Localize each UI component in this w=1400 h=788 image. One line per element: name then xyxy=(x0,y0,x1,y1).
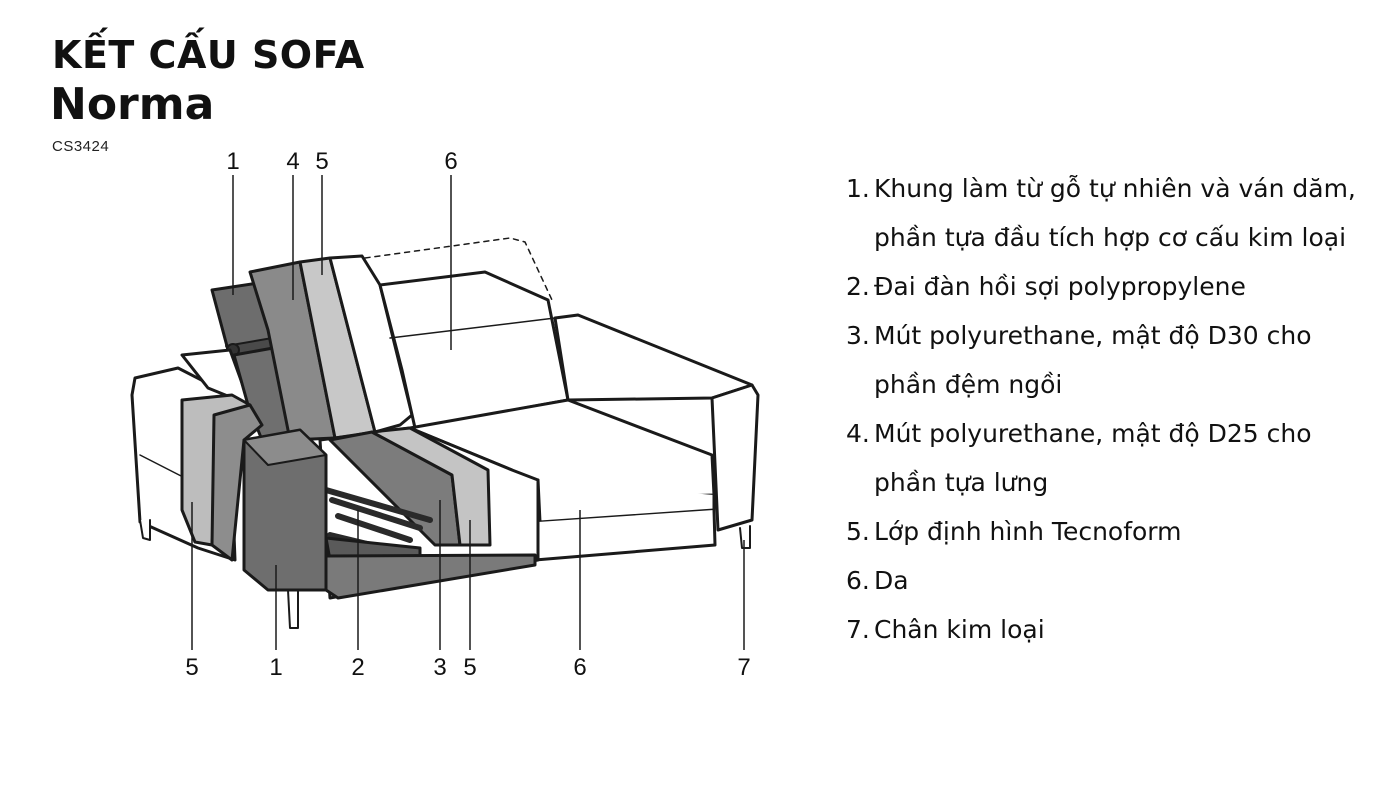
legend-item xyxy=(846,164,1366,262)
callout-top-6: 6 xyxy=(444,148,458,175)
front-leg xyxy=(288,590,298,628)
legend-number: 1. xyxy=(846,174,870,203)
callout-top-1: 1 xyxy=(226,148,240,175)
legend-number: 4. xyxy=(846,419,870,448)
legend-text: Khung làm từ gỗ tự nhiên và ván dăm, phần tựa đầu tích hợp cơ cấu kim loại xyxy=(874,174,1356,252)
legend-number: 6. xyxy=(846,566,870,595)
legend-item xyxy=(846,311,1366,409)
callout-bottom-6: 6 xyxy=(573,654,587,681)
right-leg xyxy=(740,526,750,548)
product-code: CS3424 xyxy=(52,138,110,155)
component-legend xyxy=(846,164,1366,654)
legend-item xyxy=(846,507,1366,556)
callout-bottom-5a: 5 xyxy=(185,654,199,681)
legend-number: 2. xyxy=(846,272,870,301)
legend-item xyxy=(846,262,1366,311)
model-name: Norma xyxy=(50,79,215,130)
callout-bottom-3: 3 xyxy=(433,654,447,681)
legend-text: Mút polyurethane, mật độ D30 cho phần đệm ngồi xyxy=(874,321,1312,399)
right-armrest xyxy=(712,385,758,530)
left-leg xyxy=(140,520,150,540)
legend-item xyxy=(846,409,1366,507)
legend-text: Đai đàn hồi sợi polypropylene xyxy=(874,272,1246,301)
legend-number: 3. xyxy=(846,321,870,350)
callout-bottom-5b: 5 xyxy=(463,654,477,681)
callout-top-4: 4 xyxy=(286,148,300,175)
page-title: KẾT CẤU SOFA xyxy=(52,33,365,77)
callout-bottom-7: 7 xyxy=(737,654,751,681)
legend-number: 5. xyxy=(846,517,870,546)
callout-bottom-2: 2 xyxy=(351,654,365,681)
callout-top-5: 5 xyxy=(315,148,329,175)
right-backrest xyxy=(555,315,752,400)
legend-item xyxy=(846,605,1366,654)
legend-number: 7. xyxy=(846,615,870,644)
callout-bottom-1: 1 xyxy=(269,654,283,681)
legend-text: Da xyxy=(874,566,909,595)
legend-text: Chân kim loại xyxy=(874,615,1045,644)
legend-item xyxy=(846,556,1366,605)
legend-text: Lớp định hình Tecnoform xyxy=(874,517,1182,546)
legend-text: Mút polyurethane, mật độ D25 cho phần tựa lưng xyxy=(874,419,1312,497)
